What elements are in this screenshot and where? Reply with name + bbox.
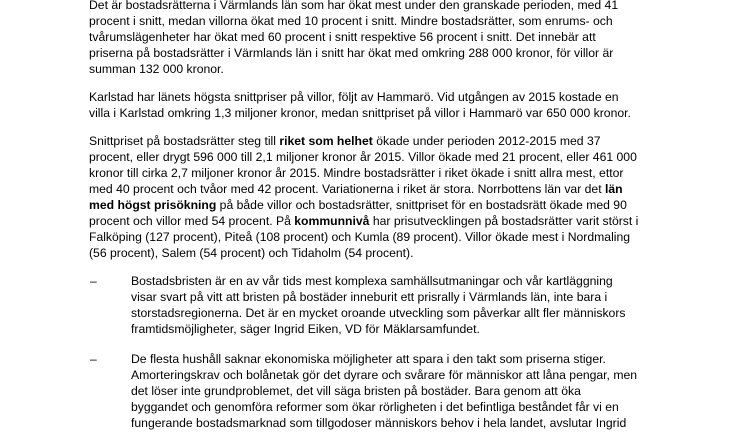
text-line: [89, 197, 694, 213]
bold-term-hogst-prisokning: med högst prisökning: [89, 198, 217, 212]
text-line: Bostadsbristen är en av vår tids mest komplexa samhällsutmaningar och vår kartläggning: [131, 274, 613, 288]
text-line: Karlstad har länets högsta snittpriser på villor, följt av Hammarö. Vid utgången av 2015 kostade en: [89, 90, 619, 104]
quote-bullet-household-savings: [89, 351, 696, 431]
dash-bullet: –: [90, 274, 97, 288]
bold-term-kommunniva: kommunnivå: [294, 214, 370, 228]
text-line: summan 132 000 kronor.: [89, 62, 224, 76]
text-run: med 40 procent och tvåor med 42 procent. Variationerna i riket är stora. Norrbottens län var det: [89, 182, 605, 196]
text-line: storstadsregionerna. Det är en mycket oroande utveckling som påverkar allt fler människors: [131, 306, 626, 320]
text-line: (56 procent), Salem (54 procent) och Tidaholm (54 procent).: [89, 246, 414, 260]
quote-bullet-housing-shortage: [89, 273, 696, 337]
bold-term-lan: län: [604, 182, 623, 196]
paragraph-varmland-increase: [89, 0, 694, 77]
paragraph-karlstad-prices: [89, 89, 694, 121]
dash-bullet: –: [90, 352, 97, 366]
text-line: [89, 213, 694, 229]
text-line: [89, 133, 694, 149]
text-line: [89, 181, 694, 197]
text-line: framtidsmöjligheter, säger Ingrid Eiken, VD för Mäklarsamfundet.: [131, 322, 480, 336]
text-line: visar svart på vitt att bristen på bostäder inneburit ett prisrally i Värmlands län, inte bara i: [131, 290, 608, 304]
text-line: Amorteringskrav och bolånetak gör det dyrare och svårare för människor att låna pengar, men: [131, 368, 638, 382]
text-line: Det är bostadsrätterna i Värmlands län som har ökat mest under den granskade perioden, med 41: [89, 0, 619, 12]
text-line: villa i Karlstad omkring 1,3 miljoner kronor, medan snittpriset på villor i Hammarö var 650 000 kronor.: [89, 106, 631, 120]
text-line: Falköping (127 procent), Piteå (108 procent) och Kumla (89 procent). Villor ökade mest i Nordmaling: [89, 230, 631, 244]
document-body: [89, 0, 694, 445]
text-line: De flesta hushåll saknar ekonomiska möjligheter att spara i den takt som priserna stiger.: [131, 352, 606, 366]
bold-term-riket: riket som helhet: [279, 134, 373, 148]
text-line: kronor till cirka 2,7 miljoner kronor år 2015. Mindre bostadsrätter i riket ökade i snitt allra mest, ettor: [89, 166, 624, 180]
text-line: det löser inte grundproblemet, det vill säga bristen på bostäder. Bara genom att öka: [131, 384, 581, 398]
text-line: fungerande bostadsmarknad som tillgodoser människors behov i hela landet, avslutar Ingrid: [131, 416, 627, 430]
text-run: ökade under perioden 2012-2015 med 37: [372, 134, 601, 148]
text-run: har prisutvecklingen på bostadsrätter varit störst i: [369, 214, 639, 228]
paragraph-national-overview: [89, 133, 694, 261]
text-line: procent i snitt, medan villorna ökat med 10 procent i snitt. Mindre bostadsrätter, som enrums- och: [89, 14, 613, 28]
text-line: byggandet och genomföra reformer som ökar rörligheten i det befintliga beståndet får vi en: [131, 400, 619, 414]
text-line: procent, eller drygt 596 000 till 2,1 miljoner kronor år 2015. Villor ökade med 21 procent, eller 461 000: [89, 150, 637, 164]
text-line: tvårumslägenheter har ökat med 60 procent i snitt respektive 56 procent i snitt. Det innebär att: [89, 30, 596, 44]
text-run: procent och villor med 54 procent. På: [89, 214, 295, 228]
text-run: Snittpriset på bostadsrätter steg till: [89, 134, 280, 148]
text-line: priserna på bostadsrätter i Värmlands län i snitt har ökat med omkring 288 000 kronor, för villor är: [89, 46, 614, 60]
text-run: på både villor och bostadsrätter, snittpriset för en bostadsrätt ökade med 90: [216, 198, 627, 212]
